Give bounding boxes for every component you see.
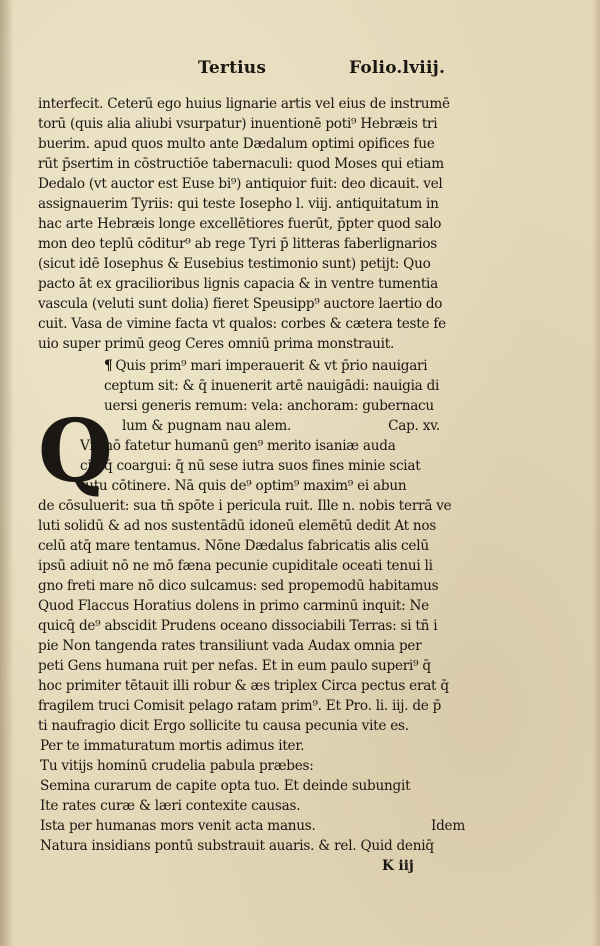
signature-mark: K iij (382, 858, 414, 874)
text-line: pacto āt ex gracilioribus lignis capacia & in ventre tumentia (38, 276, 438, 292)
text-line: assignauerim Tyriis: qui teste Iosepho l. viij. antiquitatum in (38, 196, 439, 212)
text-line: buerim. apud quos multo ante Dædalum optimi opifices fue (38, 136, 435, 152)
chapter-summary-line: ceptum sit: & q̄ inuenerit artē nauigādi: nauigia di (104, 378, 440, 394)
text-line: mon deo teplū cōditur⁹ ab rege Tyri p̄ litteras faberlignarios (38, 236, 438, 252)
text-line: (sicut idē Iosephus & Eusebius testimonio sunt) petijt: Quo (38, 256, 431, 272)
text-line: hoc primiter tētauit illi robur & æs triplex Circa pectus erat q̄ (38, 678, 449, 694)
text-line: pie Non tangenda rates transiliunt vada Audax omnia per (38, 638, 422, 654)
text-line: gno freti mare nō dico sulcamus: sed propemodū habitamus (38, 578, 439, 594)
text-line: quicq̄ de⁹ abscidit Prudens oceano dissociabili Terras: si tñ i (38, 618, 438, 634)
chapter-summary-line (104, 356, 463, 376)
summary-text: lum & pugnam nau alem. (122, 418, 292, 434)
text-line: de cōsuluerit: sua tn̄ spōte i pericula ruit. Ille n. nobis terrā ve (38, 498, 452, 514)
text-line: ciæq̄ coargui: q̄ nū sese iutra suos fines minie sciat (80, 458, 421, 474)
chapter-summary-line: uersi generis remum: vela: anchoram: gubernacu (104, 398, 434, 414)
verse-line: Tu vitijs hominū crudelia pabula præbes: (40, 758, 314, 774)
verse-line: Natura insidians pontū substrauit auaris. & rel. Quid deniq̄ (40, 838, 434, 854)
drop-capital: Q (38, 401, 113, 502)
text-line: peti Gens humana ruit per nefas. Et in eum paulo superi⁹ q̄ (38, 658, 431, 674)
verse-line: Per te immaturatum mortis adimus iter. (40, 738, 305, 754)
text-line: ipsū adiuit nō ne mō fæna pecunie cupiditale oceati tenui li (38, 558, 433, 574)
summary-text: Quis prim⁹ mari imperauerit & vt p̄rio nauigari (115, 358, 428, 374)
verse-line: Semina curarum de capite opta tuo. Et deinde subungit (40, 778, 411, 794)
text-line: fragilem truci Comisit pelago ratam prim⁹. Et Pro. li. iij. de p̄ (38, 698, 442, 714)
text-line: vascula (veluti sunt dolia) fieret Speusipp⁹ auctore laertio do (38, 296, 443, 312)
verse-line: Ite rates curæ & læri contexite causas. (40, 798, 301, 814)
text-line: hac arte Hebræis longe excellētiores fuerūt, p̄pter quod salo (38, 216, 442, 232)
text-line: ti naufragio dicit Ergo sollicite tu causa pecunia vite es. (38, 718, 409, 734)
running-head-book: Tertius (198, 58, 267, 78)
folio-number: Folio.lviij. (349, 58, 446, 78)
text-line: interfecit. Ceterū ego huius lignarie artis vel eius de instrumē (38, 96, 450, 112)
verse-line (40, 816, 465, 836)
text-line: tutu cōtinere. Nā quis de⁹ optim⁹ maxim⁹ ei abun (80, 478, 407, 494)
idem-marker: Idem (430, 818, 465, 834)
text-line: Dedalo (vt auctor est Euse bi⁹) antiquior fuit: deo dicauit. vel (38, 176, 443, 192)
text-line: Vis nō fatetur humanū gen⁹ merito isaniæ auda (80, 438, 396, 454)
chapter-summary-last-line (122, 416, 440, 436)
text-line: torū (quis alia aliubi vsurpatur) inuentionē poti⁹ Hebræis tri (38, 116, 438, 132)
text-line: celū atq̄ mare tentamus. Nōne Dædalus fabricatis alis celū (38, 538, 429, 554)
pilcrow-mark: ¶ (104, 358, 113, 374)
text-line: cuit. Vasa de vimine facta vt qualos: corbes & cætera teste fe (38, 316, 446, 332)
chapter-number: Cap. xv. (388, 418, 440, 434)
text-line: uio super primū geog Ceres omniū prima monstrauit. (38, 336, 395, 352)
text-line: rūt p̄sertim in cōstructiōe tabernaculi: quod Moses qui etiam (38, 156, 444, 172)
text-line: Quod Flaccus Horatius dolens in primo carminū inquit: Ne (38, 598, 429, 614)
text-line: luti solidū & ad nos sustentādū idoneū elemētū dedit At nos (38, 518, 437, 534)
verse-text: Ista per humanas mors venit acta manus. (40, 818, 316, 834)
